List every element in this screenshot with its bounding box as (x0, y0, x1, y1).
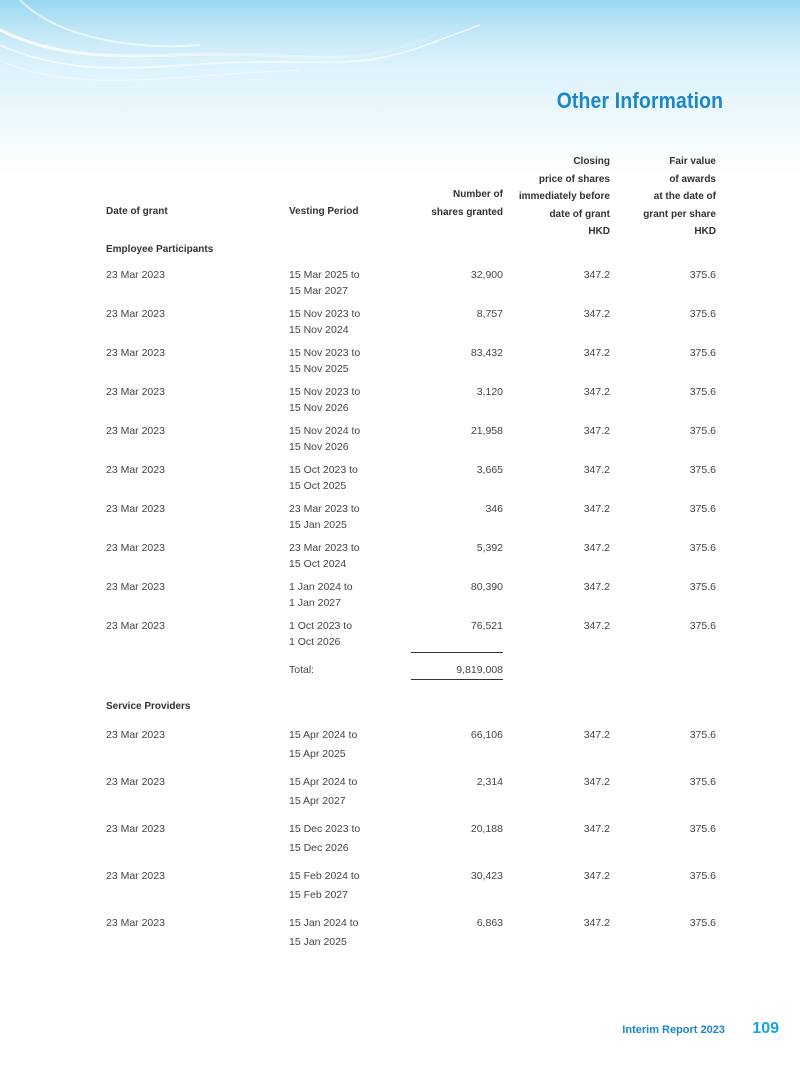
cell-date: 23 Mar 2023 (106, 386, 165, 398)
cell-vesting (289, 462, 358, 494)
cell-closing: 347.2 (583, 347, 610, 359)
cell-closing: 347.2 (583, 386, 610, 398)
col-header-fair-line: HKD (694, 226, 716, 237)
total-bottom-rule (411, 679, 503, 680)
cell-date: 23 Mar 2023 (106, 581, 165, 593)
cell-fair: 375.6 (689, 729, 716, 741)
cell-vesting (289, 501, 360, 533)
cell-closing: 347.2 (583, 425, 610, 437)
col-header-fair-line: at the date of (653, 191, 716, 202)
cell-closing: 347.2 (583, 503, 610, 515)
cell-date: 23 Mar 2023 (106, 464, 165, 476)
cell-vesting (289, 618, 352, 650)
cell-closing: 347.2 (583, 269, 610, 281)
col-header-date (106, 203, 168, 221)
cell-fair: 375.6 (689, 620, 716, 632)
cell-date: 23 Mar 2023 (106, 542, 165, 554)
cell-closing: 347.2 (583, 464, 610, 476)
cell-closing: 347.2 (583, 917, 610, 929)
cell-closing: 347.2 (583, 729, 610, 741)
page-number: 109 (752, 1020, 779, 1037)
cell-date: 23 Mar 2023 (106, 425, 165, 437)
vesting-end: 15 Apr 2027 (289, 794, 346, 807)
cell-number: 32,900 (470, 269, 503, 281)
col-header-number-line: Number of (453, 189, 503, 200)
cell-number: 3,120 (476, 386, 503, 398)
cell-fair: 375.6 (689, 464, 716, 476)
cell-vesting (289, 773, 357, 810)
cell-number: 30,423 (470, 870, 503, 882)
section-service-providers: Service Providers (106, 701, 191, 712)
cell-vesting (289, 867, 360, 904)
cell-fair: 375.6 (689, 581, 716, 593)
cell-number: 20,188 (470, 823, 503, 835)
cell-date: 23 Mar 2023 (106, 776, 165, 788)
cell-date: 23 Mar 2023 (106, 917, 165, 929)
col-header-closing-line: price of shares (538, 173, 610, 185)
cell-number: 21,958 (470, 425, 503, 437)
vesting-start: 1 Jan 2024 to (289, 581, 353, 593)
cell-closing: 347.2 (583, 581, 610, 593)
vesting-end: 15 Apr 2025 (289, 747, 346, 760)
cell-number: 2,314 (476, 776, 503, 788)
vesting-end: 15 Nov 2026 (289, 441, 349, 453)
vesting-end: 1 Oct 2026 (289, 636, 341, 648)
footer-report-title: Interim Report 2023 (622, 1024, 725, 1036)
cell-number: 5,392 (476, 542, 503, 554)
cell-date: 23 Mar 2023 (106, 503, 165, 515)
vesting-start: 23 Mar 2023 to (289, 503, 360, 515)
cell-closing: 347.2 (583, 823, 610, 835)
vesting-end: 1 Jan 2027 (289, 597, 341, 609)
cell-vesting (289, 914, 358, 951)
cell-number: 80,390 (470, 581, 503, 593)
col-header-date-line: Date of grant (106, 206, 168, 217)
vesting-start: 15 Jan 2024 to (289, 917, 359, 929)
cell-date: 23 Mar 2023 (106, 823, 165, 835)
cell-fair: 375.6 (689, 870, 716, 882)
vesting-start: 15 Nov 2023 to (289, 347, 361, 359)
vesting-start: 15 Apr 2024 to (289, 776, 358, 788)
cell-vesting (289, 345, 360, 377)
page-title: Other Information (556, 88, 723, 113)
vesting-end: 15 Feb 2027 (289, 888, 348, 901)
vesting-end: 15 Nov 2025 (289, 363, 349, 375)
cell-vesting (289, 267, 360, 299)
cell-date: 23 Mar 2023 (106, 269, 165, 281)
cell-closing: 347.2 (583, 870, 610, 882)
vesting-start: 15 Mar 2025 to (289, 269, 360, 281)
vesting-end: 15 Mar 2027 (289, 285, 348, 297)
col-header-vesting (289, 203, 358, 221)
cell-fair: 375.6 (689, 542, 716, 554)
vesting-start: 15 Oct 2023 to (289, 464, 358, 476)
vesting-end: 15 Dec 2026 (289, 841, 349, 854)
vesting-end: 15 Oct 2025 (289, 480, 347, 492)
cell-fair: 375.6 (689, 386, 716, 398)
cell-fair: 375.6 (689, 425, 716, 437)
cell-number: 66,106 (470, 729, 503, 741)
cell-fair: 375.6 (689, 269, 716, 281)
cell-fair: 375.6 (689, 917, 716, 929)
vesting-start: 1 Oct 2023 to (289, 620, 353, 632)
cell-number: 8,757 (476, 308, 503, 320)
vesting-start: 15 Apr 2024 to (289, 729, 358, 741)
vesting-start: 15 Feb 2024 to (289, 870, 360, 882)
cell-date: 23 Mar 2023 (106, 870, 165, 882)
cell-fair: 375.6 (689, 308, 716, 320)
vesting-end: 15 Nov 2024 (289, 324, 349, 336)
cell-date: 23 Mar 2023 (106, 620, 165, 632)
col-header-fair-value (643, 153, 716, 241)
col-header-number-line: shares granted (431, 206, 503, 218)
col-header-number (431, 186, 503, 221)
total-value: 9,819,008 (456, 664, 503, 676)
cell-date: 23 Mar 2023 (106, 347, 165, 359)
cell-vesting (289, 820, 360, 857)
col-header-closing-line: Closing (573, 156, 610, 167)
vesting-end: 15 Jan 2025 (289, 935, 347, 948)
cell-number: 6,863 (476, 917, 503, 929)
col-header-closing-line: date of grant (549, 208, 610, 220)
cell-fair: 375.6 (689, 347, 716, 359)
cell-fair: 375.6 (689, 776, 716, 788)
cell-date: 23 Mar 2023 (106, 308, 165, 320)
cell-fair: 375.6 (689, 823, 716, 835)
cell-closing: 347.2 (583, 776, 610, 788)
cell-date: 23 Mar 2023 (106, 729, 165, 741)
cell-vesting (289, 726, 357, 763)
cell-fair: 375.6 (689, 503, 716, 515)
col-header-closing-line: HKD (588, 226, 610, 237)
vesting-end: 15 Nov 2026 (289, 402, 349, 414)
vesting-start: 15 Dec 2023 to (289, 823, 361, 835)
col-header-fair-line: of awards (669, 173, 716, 185)
col-header-fair-line: grant per share (643, 208, 716, 220)
cell-closing: 347.2 (583, 542, 610, 554)
vesting-end: 15 Jan 2025 (289, 519, 347, 531)
cell-closing: 347.2 (583, 308, 610, 320)
cell-number: 76,521 (470, 620, 503, 632)
col-header-fair-line: Fair value (669, 156, 716, 167)
cell-vesting (289, 384, 360, 416)
section-employee-participants: Employee Participants (106, 244, 214, 255)
cell-vesting (289, 423, 360, 455)
cell-vesting (289, 540, 360, 572)
col-header-closing-line: immediately before (518, 191, 610, 202)
cell-number: 3,665 (476, 464, 503, 476)
total-label: Total: (289, 664, 315, 676)
vesting-end: 15 Oct 2024 (289, 558, 347, 570)
vesting-start: 15 Nov 2023 to (289, 308, 361, 320)
cell-vesting (289, 579, 353, 611)
cell-number: 83,432 (470, 347, 503, 359)
vesting-start: 15 Nov 2024 to (289, 425, 361, 437)
col-header-closing (519, 153, 610, 241)
cell-number: 346 (485, 503, 503, 515)
vesting-start: 23 Mar 2023 to (289, 542, 360, 554)
total-top-rule (411, 652, 503, 653)
vesting-start: 15 Nov 2023 to (289, 386, 361, 398)
cell-closing: 347.2 (583, 620, 610, 632)
cell-vesting (289, 306, 360, 338)
col-header-vesting-line: Vesting Period (289, 206, 359, 217)
